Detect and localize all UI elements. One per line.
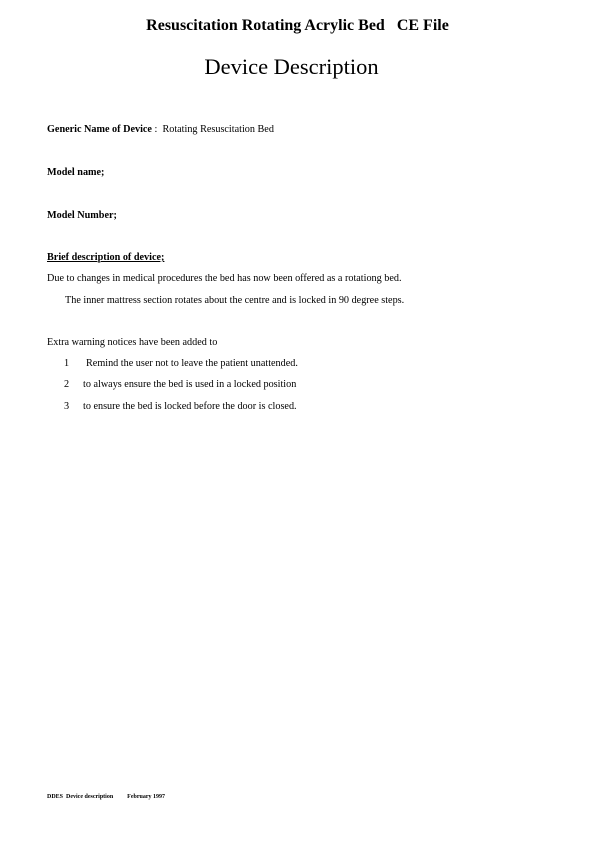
model-name-label: Model name; [47,167,105,178]
list-item-number: 3 [64,401,70,412]
page-title: Device Description [204,54,379,79]
list-item-number: 2 [64,379,70,390]
list-item-text: to ensure the bed is locked before the door is closed. [83,401,297,412]
model-number-label: Model Number; [47,210,117,221]
brief-description-heading: Brief description of device; [47,252,165,263]
page-footer [47,794,179,800]
generic-name-line [47,123,274,136]
list-item-text: to always ensure the bed is used in a locked position [83,379,297,390]
warnings-intro: Extra warning notices have been added to [47,337,218,348]
list-item-text: Remind the user not to leave the patient unattended. [86,358,298,369]
footer-doc-ref: DDES Device description [47,794,114,800]
footer-date: February 1997 [127,794,165,800]
document-header: Resuscitation Rotating Acrylic Bed CE File [146,17,449,34]
generic-name-label: Generic Name of Device [47,124,152,135]
list-item-number: 1 [64,358,70,369]
brief-description-line-1: Due to changes in medical procedures the bed has now been offered as a rotationg bed. [47,273,402,284]
generic-name-separator: : [151,124,163,135]
brief-description-line-2: The inner mattress section rotates about the centre and is locked in 90 degree steps. [65,295,405,306]
generic-name-value: Rotating Resuscitation Bed [162,124,274,135]
